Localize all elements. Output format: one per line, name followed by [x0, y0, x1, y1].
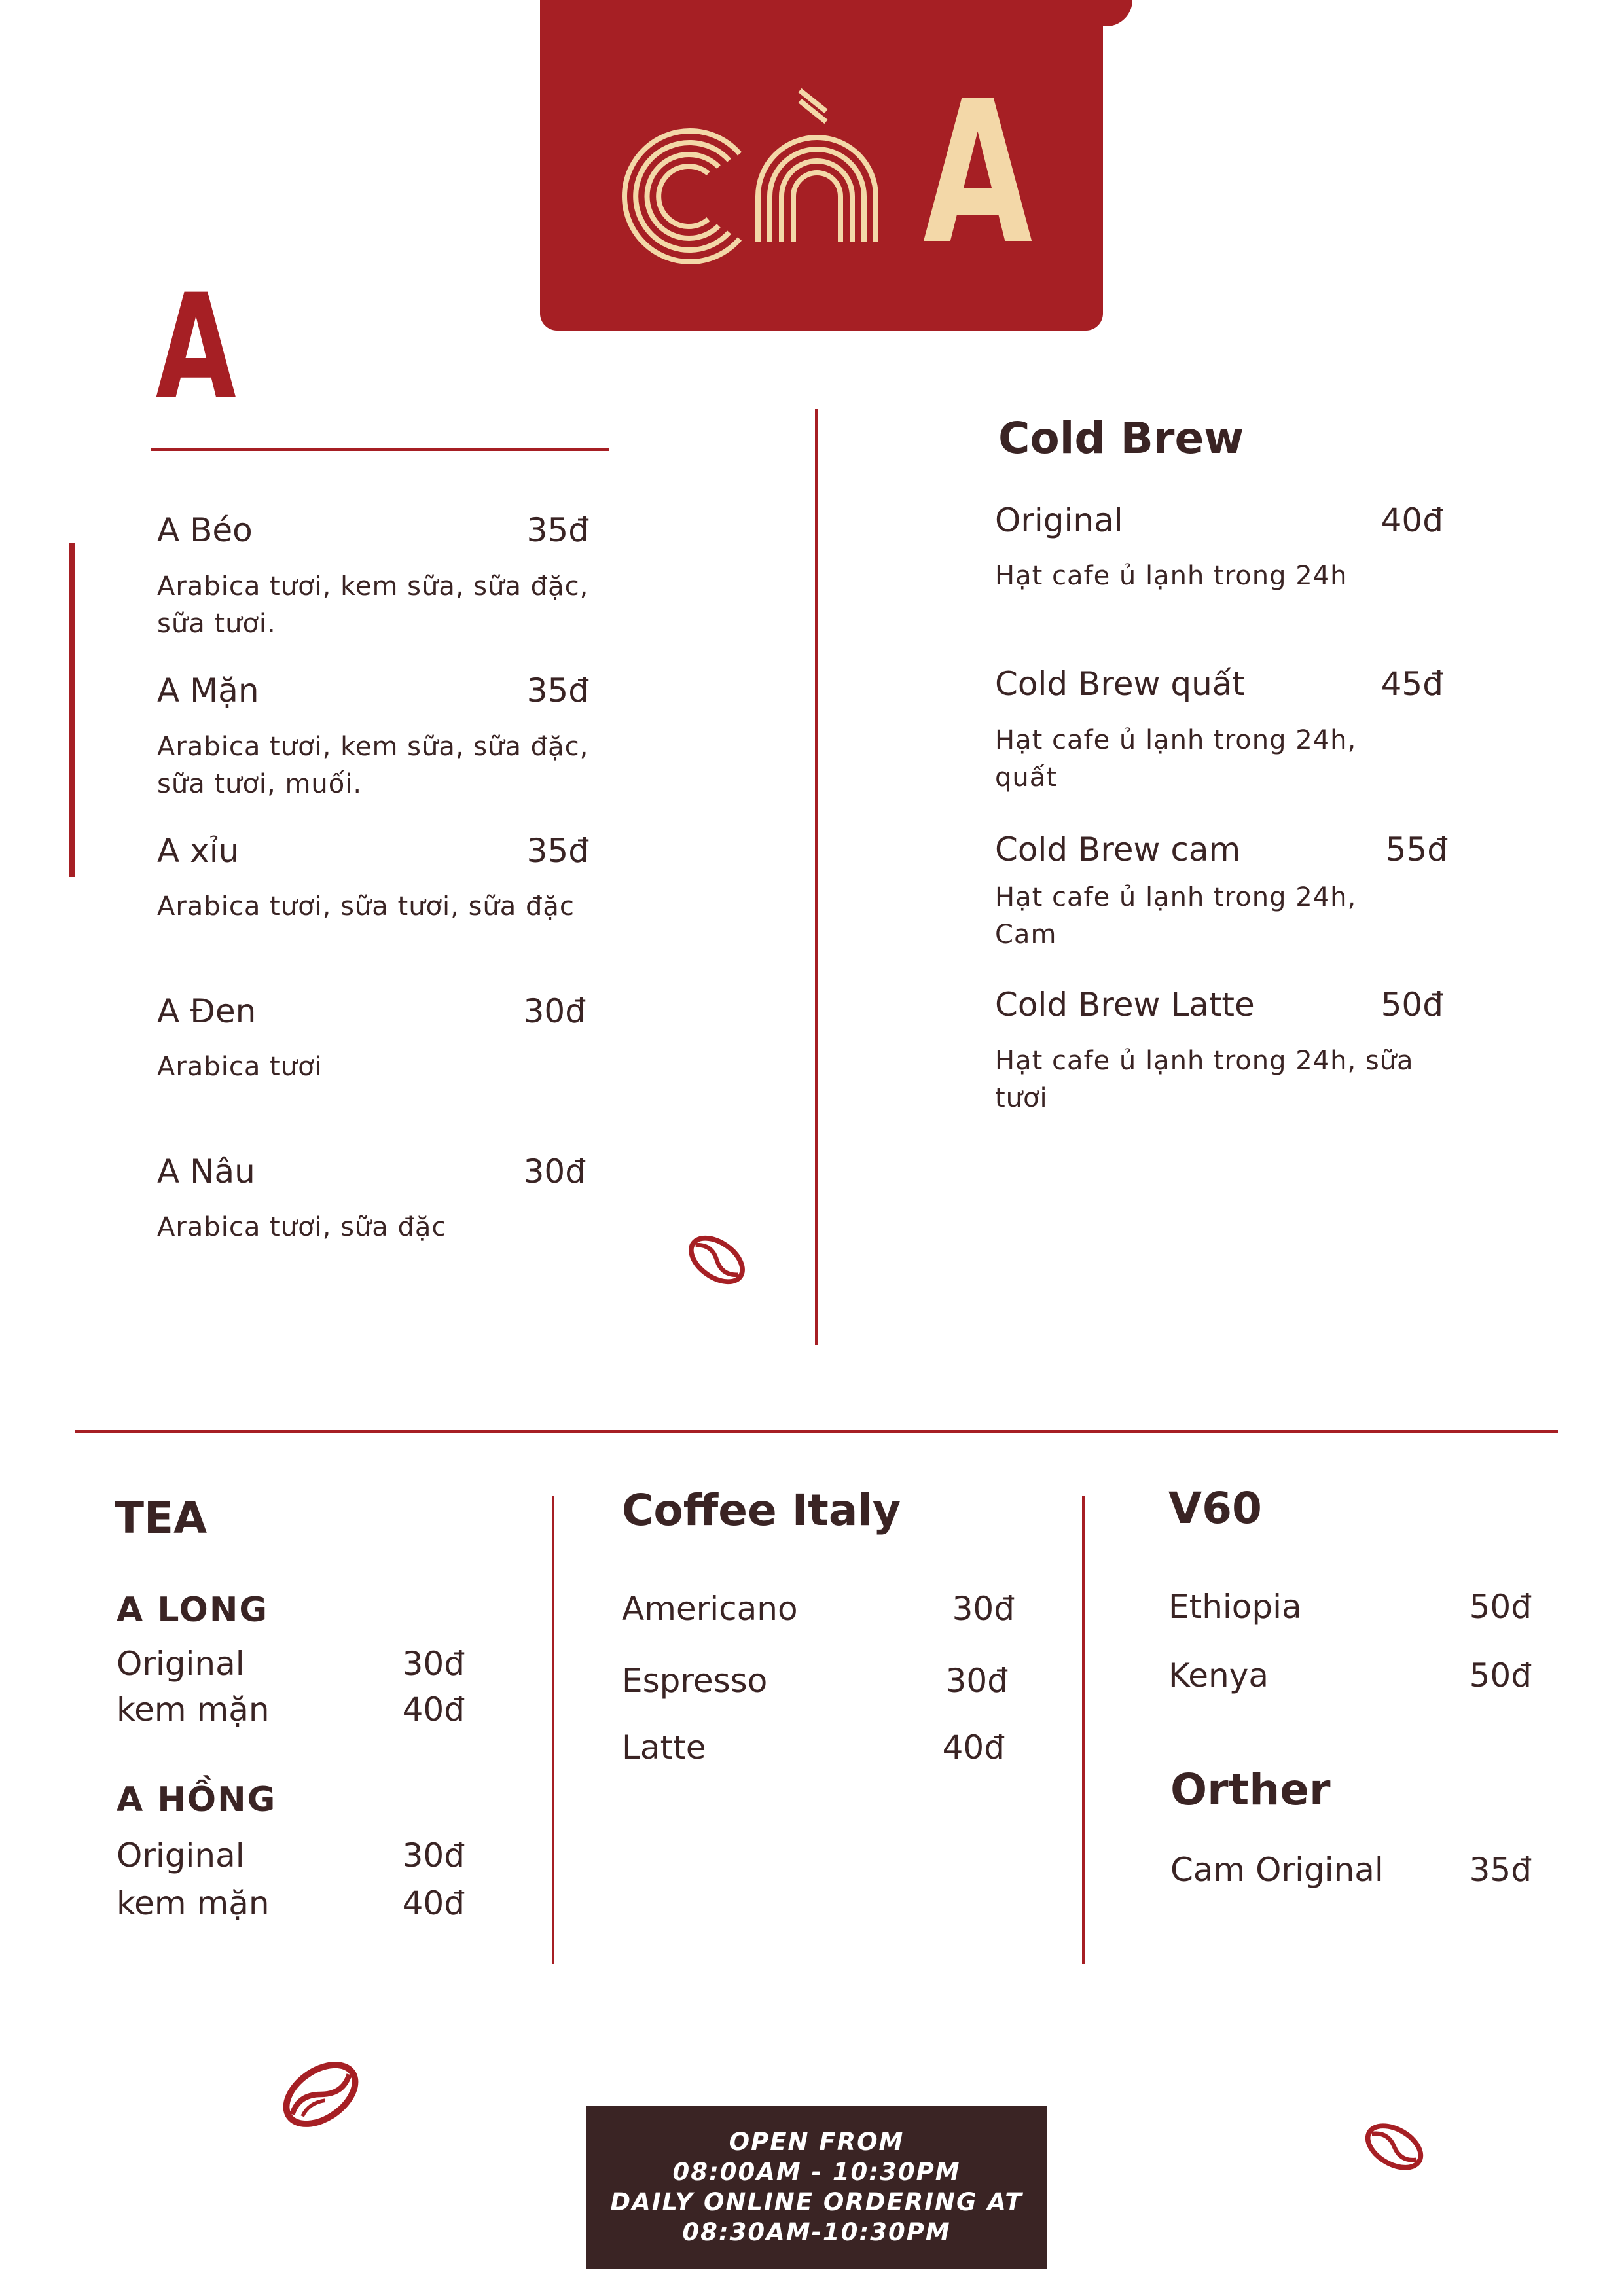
logo-letter: A: [923, 59, 1033, 287]
menu-item-price: 30đ: [402, 1837, 465, 1874]
column-divider: [552, 1496, 554, 1964]
menu-item-price: 35đ: [526, 672, 589, 709]
section-divider: [75, 1430, 1558, 1433]
section-title: Coffee Italy: [622, 1485, 901, 1535]
menu-item-price: 40đ: [402, 1884, 465, 1922]
hours-line: DAILY ONLINE ORDERING AT: [610, 2188, 1023, 2216]
column-divider: [815, 409, 818, 1345]
menu-item-desc: Hạt cafe ủ lạnh trong 24h: [995, 561, 1348, 591]
menu-item-price: 30đ: [402, 1645, 465, 1683]
section-title: V60: [1168, 1483, 1262, 1534]
menu-item-price: 30đ: [523, 1153, 586, 1191]
menu-item-name: Original: [995, 501, 1123, 539]
hours-line: 08:00AM - 10:30PM: [672, 2158, 961, 2186]
menu-item-price: 40đ: [402, 1691, 465, 1729]
menu-item-name: A Đen: [157, 992, 257, 1030]
tea-group-title: A HỒNG: [117, 1780, 277, 1820]
menu-item-name: Latte: [622, 1729, 706, 1767]
hours-line: 08:30AM-10:30PM: [682, 2218, 951, 2246]
menu-item-name: A Nâu: [157, 1153, 255, 1191]
accent-bar: [69, 543, 75, 877]
menu-item-name: Cold Brew cam: [995, 831, 1241, 869]
section-title: TEA: [115, 1493, 208, 1543]
menu-item-desc: Arabica tươi: [157, 1052, 323, 1082]
menu-item-price: 50đ: [1469, 1657, 1532, 1695]
menu-item-name: A Mặn: [157, 672, 259, 709]
section-letter-a: A: [156, 263, 236, 431]
opening-hours-box: [586, 2106, 1047, 2269]
menu-item-desc: Hạt cafe ủ lạnh trong 24h, sữa tươi: [995, 1046, 1414, 1113]
menu-item-name: Americano: [622, 1590, 798, 1628]
menu-item-name: Cam Original: [1170, 1851, 1384, 1889]
menu-item-desc: Arabica tươi, kem sữa, sữa đặc, sữa tươi, muối.: [157, 732, 589, 799]
menu-item-price: 40đ: [942, 1729, 1005, 1767]
menu-item-name: Original: [117, 1837, 245, 1874]
menu-item-price: 30đ: [523, 992, 586, 1030]
section-title: Cold Brew: [998, 413, 1244, 463]
section-title: Orther: [1170, 1765, 1331, 1815]
menu-item-price: 50đ: [1469, 1588, 1532, 1626]
tea-group-title: A LONG: [117, 1590, 269, 1630]
menu-item-desc: Hạt cafe ủ lạnh trong 24h, quất: [995, 725, 1357, 793]
menu-item-name: kem mặn: [117, 1884, 270, 1922]
menu-item-price: 35đ: [526, 511, 589, 549]
menu-item-name: Cold Brew Latte: [995, 986, 1255, 1024]
coffee-bean-icon: [275, 2049, 367, 2140]
coffee-bean-icon: [1358, 2111, 1430, 2183]
menu-item-name: kem mặn: [117, 1691, 270, 1729]
section-underline: [151, 448, 609, 451]
hours-line: OPEN FROM: [729, 2128, 905, 2156]
menu-item-desc: Hạt cafe ủ lạnh trong 24h, Cam: [995, 882, 1357, 950]
menu-item-name: Espresso: [622, 1662, 768, 1700]
menu-item-name: Original: [117, 1645, 245, 1683]
menu-item-name: A Béo: [157, 511, 253, 549]
menu-item-name: Kenya: [1168, 1657, 1269, 1695]
menu-item-price: 35đ: [526, 832, 589, 870]
menu-item-desc: Arabica tươi, sữa đặc: [157, 1212, 447, 1242]
menu-item-name: Cold Brew quất: [995, 665, 1246, 703]
menu-item-price: 50đ: [1380, 986, 1443, 1024]
menu-item-name: A xỉu: [157, 832, 240, 870]
coffee-bean-icon: [681, 1224, 753, 1296]
menu-item-price: 30đ: [945, 1662, 1008, 1700]
menu-item-price: 40đ: [1380, 501, 1443, 539]
menu-item-price: 30đ: [952, 1590, 1015, 1628]
menu-item-name: Ethiopia: [1168, 1588, 1302, 1626]
menu-item-price: 35đ: [1469, 1851, 1532, 1889]
menu-item-desc: Arabica tươi, sữa tươi, sữa đặc: [157, 891, 575, 922]
column-divider: [1082, 1496, 1085, 1964]
menu-item-desc: Arabica tươi, kem sữa, sữa đặc, sữa tươi.: [157, 571, 589, 639]
menu-item-price: 45đ: [1380, 665, 1443, 703]
menu-item-price: 55đ: [1385, 831, 1448, 869]
